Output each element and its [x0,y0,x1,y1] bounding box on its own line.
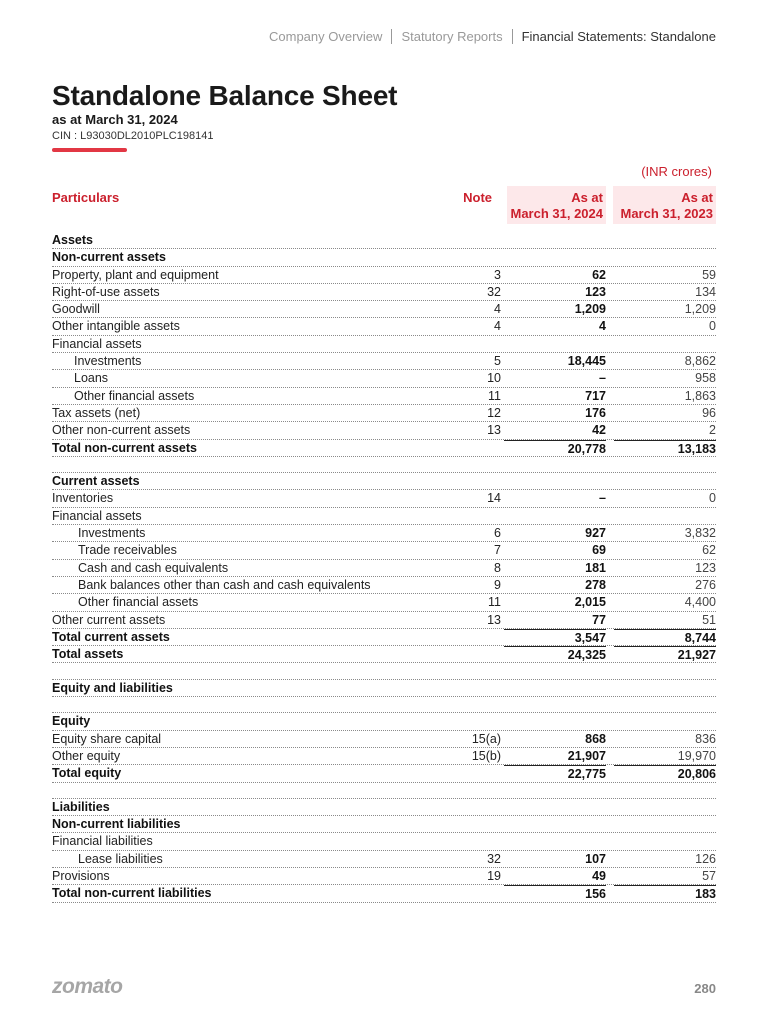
row-label: Other current assets [52,612,166,627]
table-row [52,284,716,301]
row-value-2024: 22,775 [504,765,606,782]
row-label: Tax assets (net) [52,405,141,420]
row-note: 3 [494,267,501,282]
row-value-2023: 126 [695,851,716,866]
row-value-2024: 176 [585,405,606,420]
row-value-2023: 8,744 [614,629,716,646]
row-label: Other financial assets [74,388,195,403]
row-value-2023: 19,970 [677,748,716,763]
nav-company-overview[interactable]: Company Overview [269,29,383,44]
row-value-2024: 62 [592,267,606,282]
row-label: Other financial assets [78,595,199,610]
row-value-2023: 57 [702,868,716,883]
table-row [52,336,716,353]
row-value-2024: 868 [585,731,606,746]
row-value-2024: 107 [585,851,606,866]
column-header-particulars: Particulars [52,190,120,205]
row-note: 10 [487,371,501,386]
page-number: 280 [694,981,716,996]
row-label: Financial liabilities [52,834,153,849]
table-row [52,612,716,629]
total-row [52,646,716,663]
row-label: Cash and cash equivalents [78,560,229,575]
row-value-2023: 1,209 [684,302,716,317]
table-row [52,301,716,318]
table-row [52,868,716,885]
column-header-2024 [507,190,603,222]
table-row [52,799,716,816]
nav-statutory-reports[interactable]: Statutory Reports [401,29,503,44]
row-value-2024: 927 [585,526,606,541]
column-header-2023 [613,190,713,222]
table-row [52,525,716,542]
table-row [52,318,716,335]
row-note: 7 [494,543,501,558]
row-value-2024: – [599,491,606,506]
row-value-2023: 0 [709,319,716,334]
row-label: Provisions [52,868,110,883]
table-row [52,680,716,697]
row-note: 4 [494,302,501,317]
table-row [52,594,716,611]
column-header-2024-line1: As at [571,190,603,205]
total-row [52,765,716,782]
row-value-2023: 958 [695,371,716,386]
total-row [52,885,716,902]
row-note: 5 [494,354,501,369]
row-value-2024: 123 [585,284,606,299]
row-value-2024: 77 [592,612,606,627]
total-row [52,629,716,646]
table-row [52,833,716,850]
table-row [52,748,716,765]
row-label: Financial assets [52,336,142,351]
row-value-2023: 59 [702,267,716,282]
row-value-2023: 4,400 [684,595,716,610]
table-row [52,473,716,490]
table-row [52,663,716,679]
row-value-2024: 3,547 [504,629,606,646]
row-label: Right-of-use assets [52,284,160,299]
row-label: Assets [52,233,93,247]
row-value-2024: 49 [592,868,606,883]
row-value-2023: 13,183 [614,440,716,457]
row-label: Loans [74,371,109,386]
row-label: Financial assets [52,508,142,523]
row-value-2023: 2 [709,423,716,438]
title-accent-bar [52,148,127,152]
zomato-logo: zomato [52,975,123,998]
row-value-2024: 20,778 [504,440,606,457]
row-label: Goodwill [52,302,100,317]
row-label: Non-current liabilities [52,817,181,832]
row-label: Total assets [52,647,124,662]
row-value-2023: 1,863 [684,388,716,403]
row-label: Liabilities [52,799,110,814]
table-row [52,560,716,577]
row-label: Other non-current assets [52,423,191,438]
row-value-2023: 3,832 [684,526,716,541]
row-note: 14 [487,491,501,506]
row-note: 4 [494,319,501,334]
row-label: Property, plant and equipment [52,267,219,282]
nav-financial-statements[interactable]: Financial Statements: Standalone [521,29,716,44]
table-row [52,267,716,284]
nav-separator [512,29,513,44]
row-value-2023: 96 [702,405,716,420]
row-value-2023: 0 [709,491,716,506]
column-header-2023-line2: March 31, 2023 [620,206,713,221]
cin-number: CIN : L93030DL2010PLC198141 [52,130,214,142]
balance-sheet-table [52,232,716,903]
column-header-2023-line1: As at [681,190,713,205]
table-row [52,713,716,730]
row-value-2024: 2,015 [574,595,606,610]
row-label: Total non-current liabilities [52,886,212,901]
table-row [52,508,716,525]
row-note: 9 [494,577,501,592]
table-row [52,457,716,473]
row-value-2023: 276 [695,577,716,592]
total-row [52,440,716,457]
row-value-2023: 8,862 [684,354,716,369]
row-label: Total non-current assets [52,440,197,455]
row-value-2024: 24,325 [504,646,606,663]
row-note: 13 [487,423,501,438]
table-row [52,542,716,559]
row-note: 15(a) [471,731,501,746]
row-value-2024: 278 [585,577,606,592]
row-value-2023: 21,927 [614,646,716,663]
row-value-2023: 62 [702,543,716,558]
row-value-2023: 51 [702,612,716,627]
row-label: Other intangible assets [52,319,180,334]
table-row [52,490,716,507]
row-label: Equity and liabilities [52,680,173,695]
row-note: 8 [494,560,501,575]
row-label: Bank balances other than cash and cash equivalents [78,577,371,592]
row-value-2024: 69 [592,543,606,558]
currency-unit: (INR crores) [641,164,712,179]
page-subtitle: as at March 31, 2024 [52,112,178,127]
nav-separator [391,29,392,44]
row-value-2024: – [599,371,606,386]
table-row [52,249,716,266]
table-row [52,405,716,422]
row-label: Lease liabilities [78,851,163,866]
row-label: Total current assets [52,629,170,644]
row-note: 19 [487,868,501,883]
row-value-2024: 42 [592,423,606,438]
row-value-2024: 156 [504,885,606,902]
row-note: 13 [487,612,501,627]
row-note: 12 [487,405,501,420]
row-label: Current assets [52,474,140,489]
row-value-2023: 123 [695,560,716,575]
table-row [52,783,716,799]
row-value-2023: 183 [614,885,716,902]
row-value-2023: 20,806 [614,765,716,782]
table-row [52,353,716,370]
breadcrumb-nav [269,29,716,44]
page-title: Standalone Balance Sheet [52,80,398,111]
row-note: 32 [487,851,501,866]
row-value-2024: 717 [585,388,606,403]
table-row [52,577,716,594]
table-row [52,697,716,713]
table-row [52,816,716,833]
row-label: Total equity [52,766,122,781]
row-value-2024: 18,445 [567,354,606,369]
table-row [52,422,716,439]
row-label: Equity [52,714,91,729]
row-value-2024: 4 [599,319,606,334]
row-value-2024: 181 [585,560,606,575]
column-header-note: Note [463,190,492,205]
table-row [52,851,716,868]
row-value-2023: 134 [695,284,716,299]
table-row [52,731,716,748]
row-label: Inventories [52,491,114,506]
row-label: Equity share capital [52,731,162,746]
table-row [52,232,716,249]
row-value-2023: 836 [695,731,716,746]
row-label: Trade receivables [78,543,177,558]
row-note: 32 [487,284,501,299]
column-header-2024-line2: March 31, 2024 [510,206,603,221]
row-note: 15(b) [471,748,501,763]
row-note: 11 [488,388,501,403]
row-value-2024: 21,907 [567,748,606,763]
row-label: Investments [74,354,142,369]
row-note: 11 [488,595,501,610]
row-note: 6 [494,526,501,541]
table-row [52,370,716,387]
row-label: Investments [78,526,146,541]
table-row [52,388,716,405]
row-label: Other equity [52,748,121,763]
row-label: Non-current assets [52,250,166,265]
row-value-2024: 1,209 [574,302,606,317]
